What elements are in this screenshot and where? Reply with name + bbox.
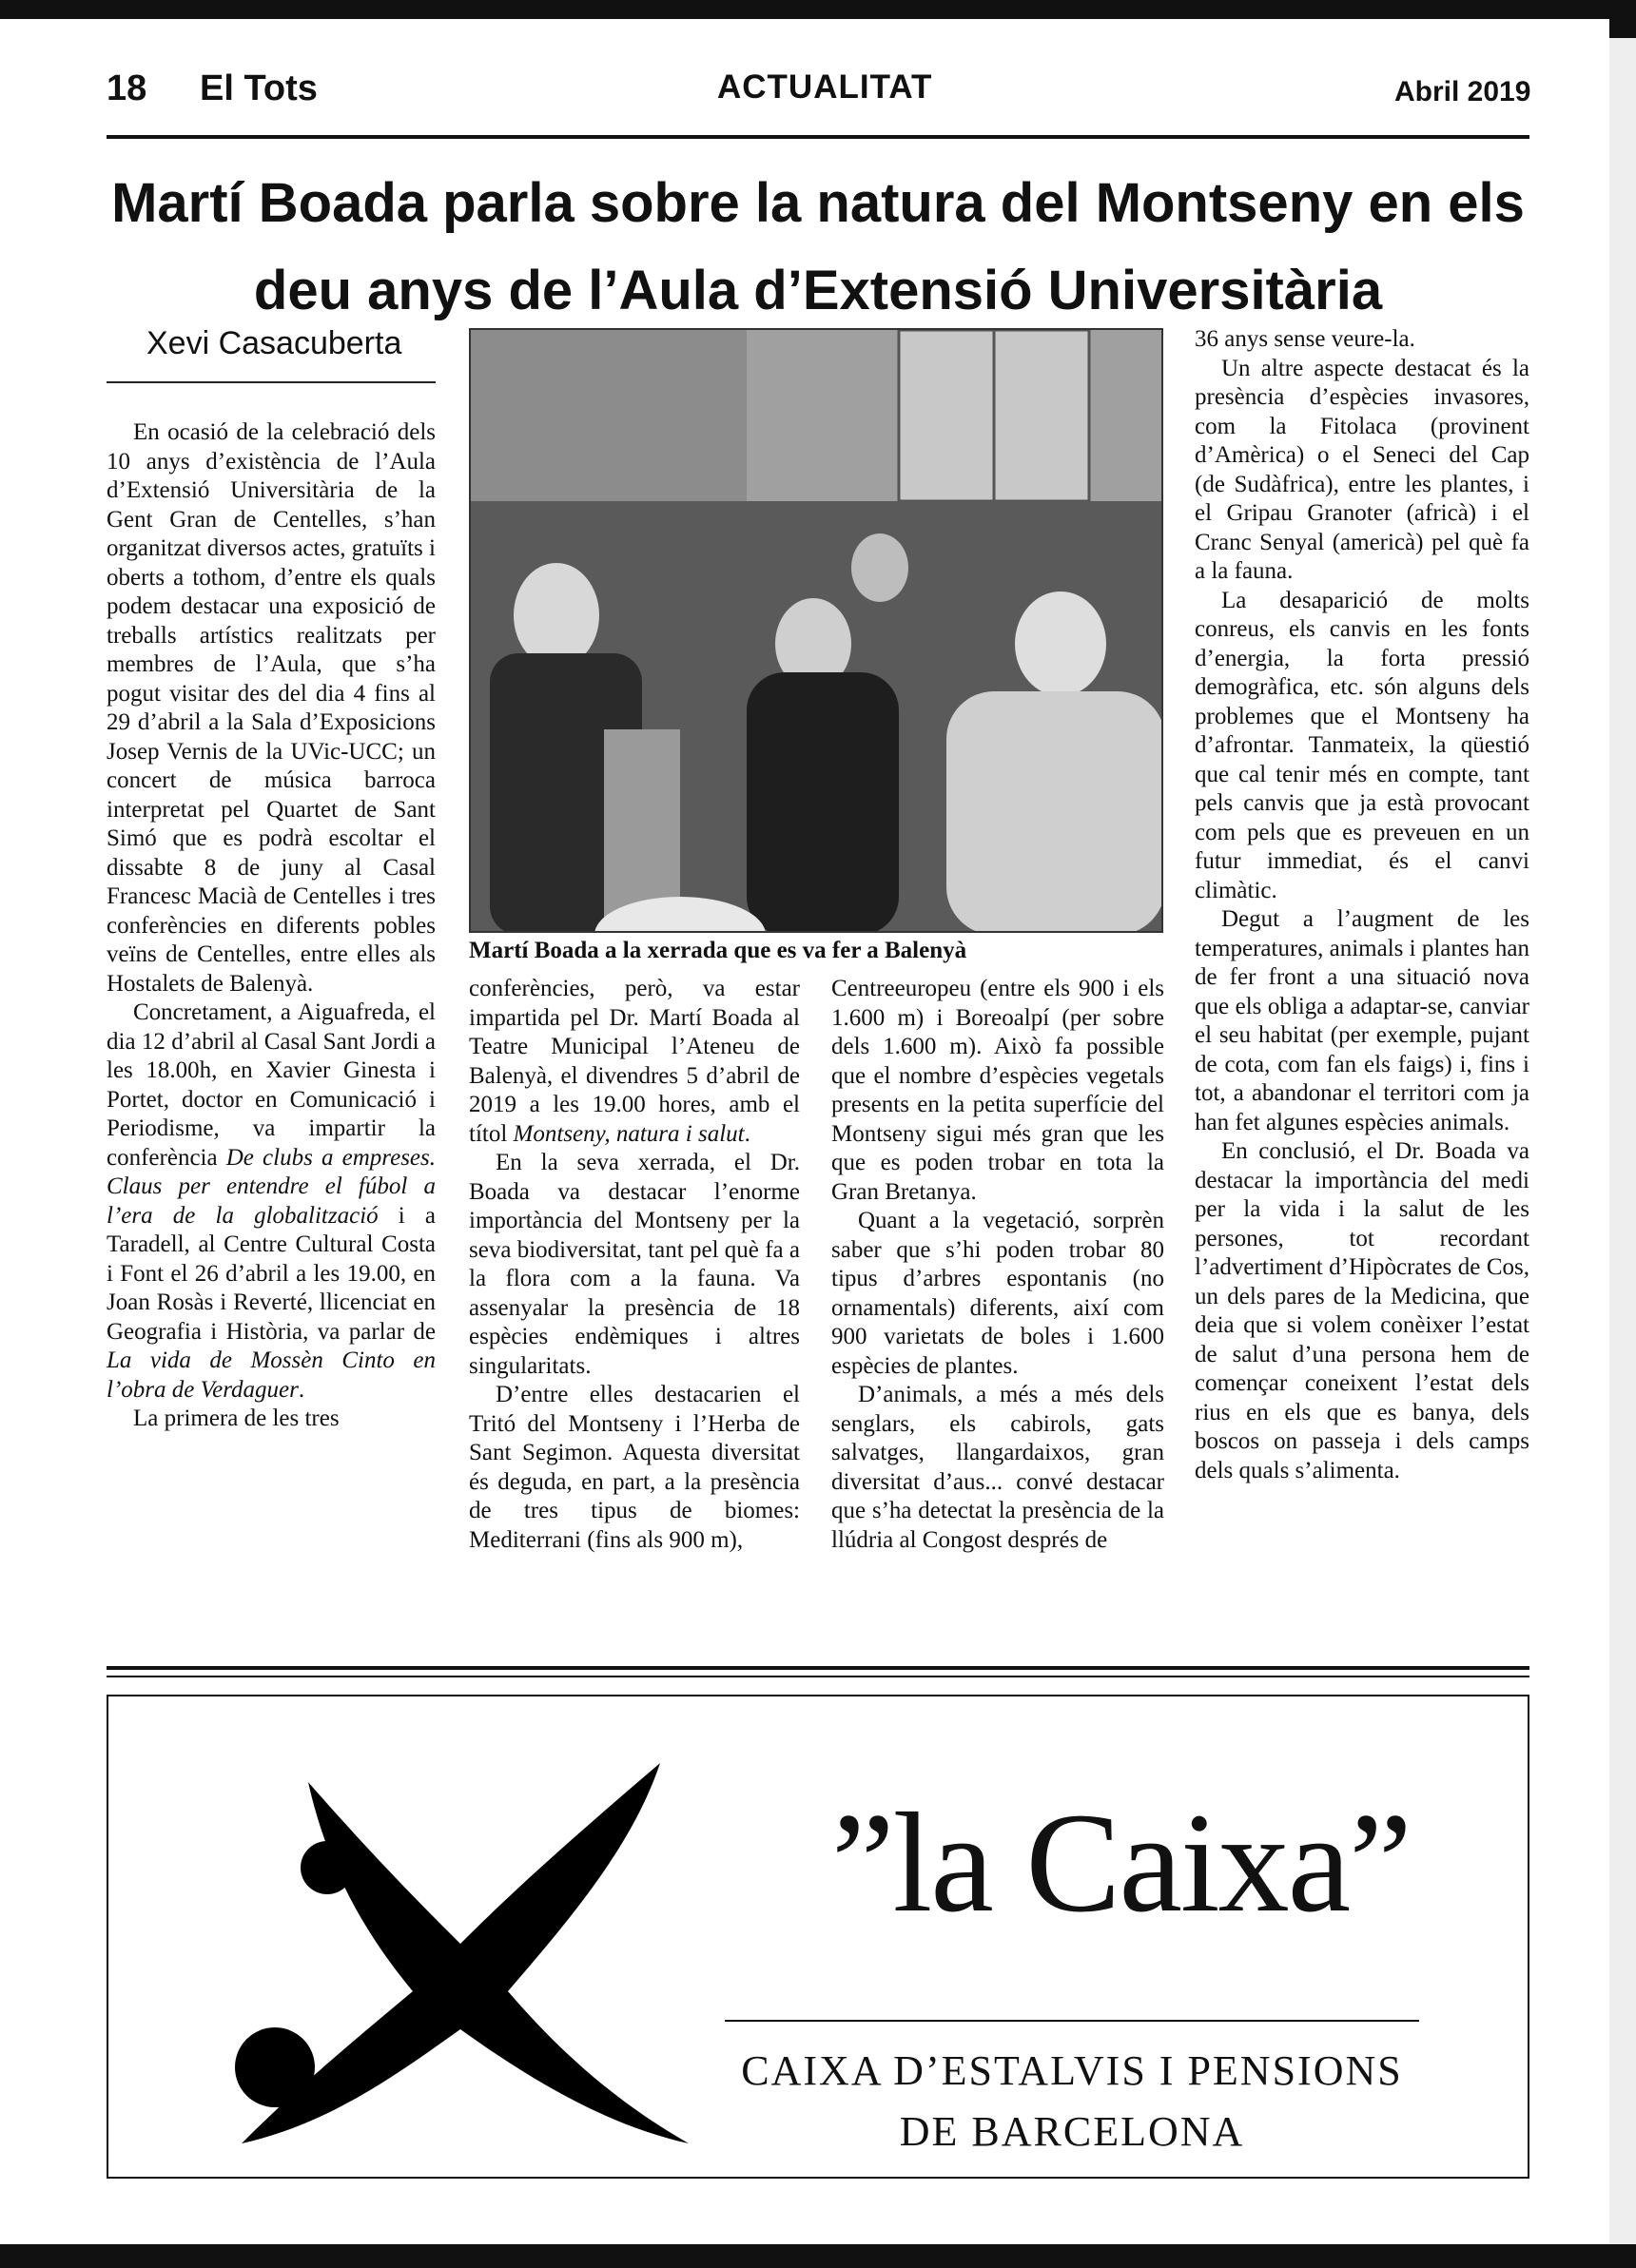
ad-tagline-1: CAIXA D’ESTALVIS I PENSIONS bbox=[741, 2047, 1403, 2094]
paragraph: 36 anys sense veure-la. bbox=[1195, 326, 1415, 352]
article-column-3 bbox=[831, 975, 1164, 1555]
section-name: ACTUALITAT bbox=[717, 68, 933, 106]
article-photo bbox=[469, 328, 1163, 933]
italic-title: La vida de Mossèn Cinto en l’obra de Verdaguer bbox=[107, 1347, 436, 1403]
paragraph: La desaparició de molts conreus, els canvis en les fonts d’energia, la forta pressió demogràfica, etc. són alguns dels problemes que el Montseny ha d’afrontar. Tanmateix, la qüestió que cal tenir més en compte, tant pels canvis que ja està provocant com pels que es preveuen en un futur immediat, és el canvi climàtic. bbox=[1195, 587, 1529, 903]
publication-name: El Tots bbox=[200, 68, 318, 108]
paragraph: En ocasió de la celebració dels 10 anys d’existència de l’Aula d’Extensió Universitària de la Gent Gran de Centelles, s’han organitzat diversos actes, gratuïts i oberts a tothom, d’entre els quals podem destacar una exposició de treballs artístics realitzats per membres de l’Aula, que s’ha pogut visitar des del dia 4 fins al 29 d’abril a la Sala d’Exposicions Josep Vernis de la UVic-UCC; un concert de música barroca interpretat pel Quartet de Sant Simó que es podrà escoltar el dissabte 8 de juny al Casal Francesc Macià de Centelles i tres conferències en diferents pobles veïns de Centelles, entre elles als Hostalets de Balenyà. bbox=[107, 419, 436, 997]
ad-separator-rule bbox=[107, 1666, 1529, 1670]
photo-illustration bbox=[471, 330, 1163, 933]
article-byline: Xevi Casacuberta bbox=[146, 325, 402, 361]
paragraph: La primera de les tres bbox=[133, 1405, 340, 1431]
paragraph: Centreeuropeu (entre els 900 i els 1.600 m) i Boreoalpí (per sobre dels 1.600 m). Això fa possible que el nombre d’espècies vegetals presents en la petita superfície del Montseny sigui més gran que les que es poden trobar en tota la Gran Bretanya. bbox=[831, 976, 1164, 1205]
ad-brand-name: ”la Caixa” bbox=[831, 1784, 1411, 1942]
headline-line-1: Martí Boada parla sobre la natura del Montseny en els bbox=[111, 172, 1525, 234]
header-rule bbox=[107, 135, 1529, 139]
byline-rule bbox=[107, 381, 436, 383]
paragraph: D’entre elles destacarien el Tritó del Montseny i l’Herba de Sant Segimon. Aquesta diversitat és deguda, en part, a la presència de tres tipus de biomes: Mediterrani (fins als 900 m), bbox=[469, 1382, 800, 1553]
italic-title: De clubs a empreses. Claus per entendre el fúbol a l’era de la globalització bbox=[107, 1144, 437, 1229]
headline-line-2: deu anys de l’Aula d’Extensió Universitària bbox=[253, 260, 1383, 321]
article-column-1 bbox=[107, 418, 436, 1434]
article-column-4 bbox=[1195, 325, 1529, 1485]
advertisement-box bbox=[107, 1695, 1529, 2179]
italic-title: Montseny, natura i salut bbox=[513, 1120, 745, 1147]
paragraph: D’animals, a més a més dels senglars, els cabirols, gats salvatges, llangardaixos, gran diversitat d’aus... convé destacar que s’ha detectat la presència de la llúdria al Congost després de bbox=[831, 1382, 1164, 1553]
ad-tagline-2: DE BARCELONA bbox=[899, 2108, 1245, 2155]
page-number: 18 bbox=[107, 68, 147, 108]
article-column-2 bbox=[469, 975, 800, 1555]
paragraph: En conclusió, el Dr. Boada va destacar la importància del medi per la vida i la salut de les persones, tot recordant l’advertiment d’Hipòcrates de Cos, un dels pares de la Medicina, que deia que si volem conèixer l’estat de salut d’una persona hem de començar coneixent l’estat dels rius en els que es banya, dels boscos on passeja i dels camps dels quals s’alimenta. bbox=[1195, 1138, 1529, 1483]
paragraph: Concretament, a Aiguafreda, el dia 12 d’abril al Casal Sant Jordi a les 18.00h, en Xavier Ginesta i Portet, doctor en Comunicació i Periodisme, va impartir la conferència De clubs a empreses. Claus per entendre el fúbol a l’era de la globalització i a Taradell, al Centre Cultural Costa i Font el 26 d’abril a les 19.00, en Joan Rosàs i Reverté, llicenciat en Geografia i Història, va parlar de La vida de Mossèn Cinto en l’obra de Verdaguer. bbox=[107, 999, 437, 1403]
issue-date: Abril 2019 bbox=[1394, 76, 1531, 107]
ad-brand-rule bbox=[725, 2020, 1419, 2022]
paragraph: Un altre aspecte destacat és la presència d’espècies invasores, com la Fitolaca (provinent d’Amèrica) o el Seneci del Cap (de Sudàfrica), entre les plantes, i el Gripau Granoter (africà) i el Cranc Senyal (americà) pel què fa a la fauna. bbox=[1195, 355, 1529, 584]
ad-separator-rule-thin bbox=[107, 1676, 1529, 1677]
paragraph: En la seva xerrada, el Dr. Boada va destacar l’enorme importància del Montseny per la seva biodiversitat, tant pel què fa a la flora com a la fauna. Va assenyalar la presència de 18 espècies endèmiques i altres singularitats. bbox=[469, 1150, 800, 1379]
paragraph: conferències, però, va estar impartida pel Dr. Martí Boada al Teatre Municipal l’Ateneu de Balenyà, el divendres 5 d’abril de 2019 a les 19.00 hores, amb el títol Montseny, natura i salut. bbox=[469, 976, 800, 1147]
paragraph: Quant a la vegetació, sorprèn saber que s’hi poden trobar 80 tipus d’arbres espontanis (no ornamentals) diferents, així com 900 varietats de boles i 1.600 espècies de plantes. bbox=[831, 1208, 1164, 1379]
photo-caption: Martí Boada a la xerrada que es va fer a Balenyà bbox=[469, 938, 967, 963]
page-edge bbox=[1609, 38, 1636, 2244]
paragraph: Degut a l’augment de les temperatures, animals i plantes han de fer front a una situació nova que els obliga a adaptar-se, canviar el seu habitat (per exemple, pujant de cota, com fan els faigs) i, fins i tot, a abandonar el territori com ja han fet algunes espècies animals. bbox=[1195, 906, 1529, 1135]
star-logo-icon bbox=[185, 1744, 698, 2162]
article-headline bbox=[105, 160, 1531, 335]
